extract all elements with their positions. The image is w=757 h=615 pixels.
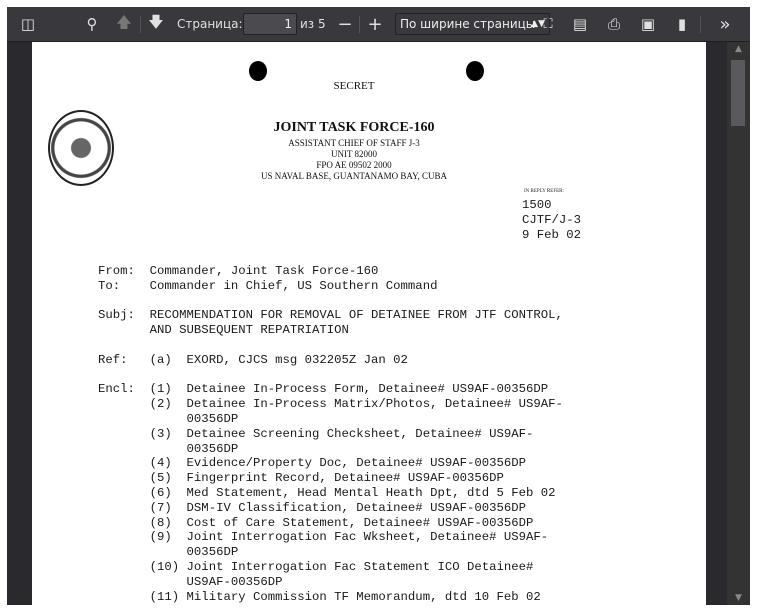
scroll-up-icon[interactable]: ▲ <box>735 44 742 54</box>
search-icon[interactable]: ⚲ <box>86 15 98 33</box>
letter-line: AND SUBSEQUENT REPATRIATION <box>98 323 349 338</box>
letterhead-line: FPO AE 09502 2000 <box>316 160 392 170</box>
letter-line: (8) Cost of Care Statement, Detainee# US9AF-00356DP <box>98 515 534 530</box>
letter-line: (11) Military Commission TF Memorandum, dtd 10 Feb 02 <box>98 589 541 604</box>
previous-page-icon[interactable]: 🡅 <box>116 12 132 31</box>
letter-line: (7) DSM-IV Classification, Detainee# US9AF-00356DP <box>98 500 527 515</box>
letter-line: (6) Med Statement, Head Mental Heath Dpt, dtd 5 Feb 02 <box>98 485 556 500</box>
letter-line: Ref: (a) EXORD, CJCS msg 032205Z Jan 02 <box>98 352 408 367</box>
bookmark-icon[interactable]: ▮ <box>677 15 687 33</box>
presentation-mode-icon[interactable]: ⛶ <box>543 16 553 32</box>
letter-line: Encl: (1) Detainee In-Process Form, Detainee# US9AF-00356DP <box>98 382 549 397</box>
letter-line: From: Commander, Joint Task Force-160 <box>98 264 379 278</box>
scrollbar-thumb[interactable] <box>731 60 745 126</box>
zoom-out-icon[interactable]: − <box>337 13 353 35</box>
letter-line: 00356DP <box>98 411 239 426</box>
letter-line: 00356DP <box>98 441 239 456</box>
page-total: из 5 <box>300 17 326 31</box>
letterhead-line: UNIT 82000 <box>330 149 378 159</box>
scroll-down-icon[interactable]: ▼ <box>735 593 742 603</box>
letterhead-line: US NAVAL BASE, GUANTANAMO BAY, CUBA <box>261 171 447 181</box>
letter-line: US9AF-00356DP <box>98 574 283 589</box>
letter-line: (9) Joint Interrogation Fac Wksheet, Detainee# US9AF- <box>98 530 549 545</box>
download-icon[interactable]: ▣ <box>640 15 656 33</box>
letter-line <box>98 294 563 309</box>
org-title: JOINT TASK FORCE-160 <box>273 120 435 135</box>
open-file-icon[interactable]: ▤ <box>572 15 588 33</box>
letter-line: Subj: RECOMMENDATION FOR REMOVAL OF DETAINEE FROM JTF CONTROL, <box>98 308 563 323</box>
classification: SECRET <box>333 80 375 92</box>
letter-line <box>98 368 563 383</box>
tools-menu-icon[interactable]: » <box>719 13 731 35</box>
page-number-input[interactable] <box>243 13 297 35</box>
dod-seal <box>48 110 114 186</box>
pdf-page <box>32 42 706 605</box>
letter-body <box>98 264 563 604</box>
letter-line: To: Commander in Chief, US Southern Command <box>98 278 438 293</box>
vertical-scrollbar[interactable] <box>727 42 750 605</box>
letter-line <box>98 338 563 353</box>
page-label: Страница: <box>177 17 243 31</box>
print-icon[interactable]: ⎙ <box>607 15 620 33</box>
punch-hole <box>466 61 484 81</box>
letter-line: 00356DP <box>98 545 239 560</box>
letterhead-line: ASSISTANT CHIEF OF STAFF J-3 <box>288 138 420 148</box>
letter-line: (4) Evidence/Property Doc, Detainee# US9AF-00356DP <box>98 456 527 471</box>
letter-line: (10) Joint Interrogation Fac Statement ICO Detainee# <box>98 559 534 574</box>
zoom-select[interactable] <box>395 13 550 35</box>
punch-hole <box>249 61 267 81</box>
zoom-value: По ширине страницы <box>400 17 536 31</box>
toolbar <box>7 7 750 42</box>
zoom-in-icon[interactable]: + <box>367 13 383 35</box>
sidebar-toggle-icon[interactable]: ◫ <box>20 15 36 33</box>
chevron-updown-icon: ▲▼ <box>531 19 545 29</box>
letter-line: (3) Detainee Screening Checksheet, Detainee# US9AF- <box>98 426 534 441</box>
pdf-viewer <box>7 7 750 605</box>
reply-block: 1500 CJTF/J-3 9 Feb 02 <box>522 198 582 242</box>
letter-line: (5) Fingerprint Record, Detainee# US9AF-00356DP <box>98 471 504 486</box>
letter-line: (2) Detainee In-Process Matrix/Photos, Detainee# US9AF- <box>98 397 563 412</box>
reply-label: IN REPLY REFER: <box>524 189 564 194</box>
next-page-icon[interactable]: 🡇 <box>148 12 164 31</box>
